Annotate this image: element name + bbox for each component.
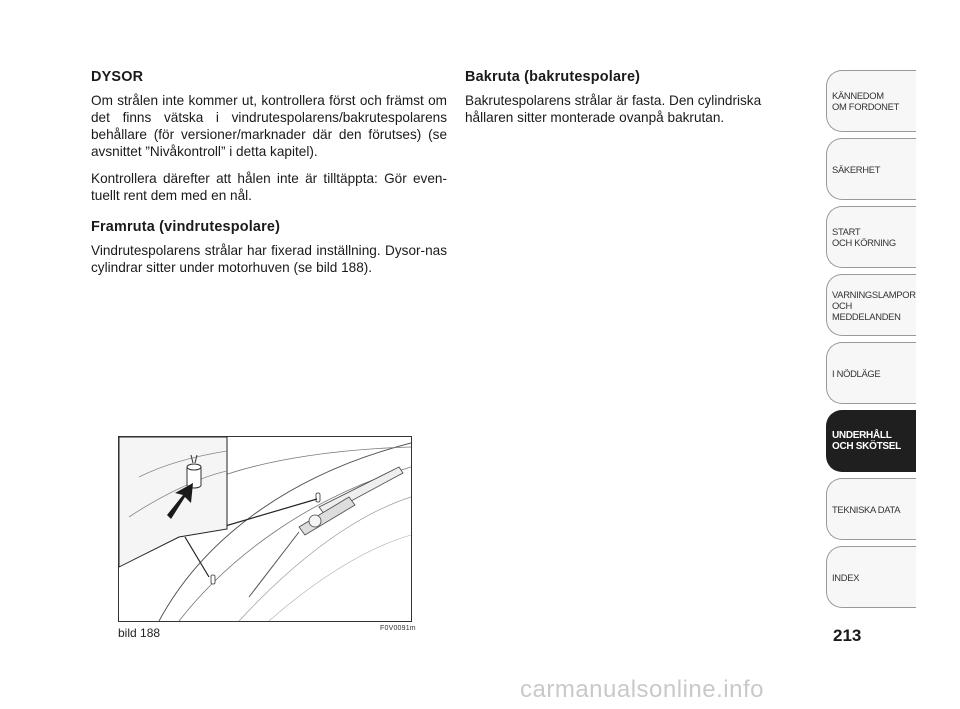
section-heading-framruta: Framruta (vindrutespolare)	[91, 219, 281, 235]
page-number: 213	[833, 626, 862, 645]
figure-code: F0V0091m	[380, 625, 416, 632]
tab-start-korning[interactable]: START OCH KÖRNING	[826, 206, 916, 268]
watermark: carmanualsonline.info	[520, 676, 764, 703]
paragraph: Vindrutespolarens strålar har fixerad inställning. Dysor-nas cylindrar sitter under motorhuven (se bild 188).	[91, 243, 447, 275]
figure-caption: bild 188	[118, 626, 161, 640]
tab-underhall-skotsel[interactable]: UNDERHÅLL OCH SKÖTSEL	[826, 410, 916, 472]
section-heading-bakruta: Bakruta (bakrutespolare)	[465, 69, 641, 85]
paragraph: Bakrutespolarens strålar är fasta. Den cylindriska hållaren sitter monterade ovanpå bakrutan.	[465, 93, 762, 125]
tab-kannedom[interactable]: KÄNNEDOM OM FORDONET	[826, 70, 916, 132]
left-column	[91, 68, 447, 286]
illustration-drawing	[119, 437, 411, 621]
tab-tekniska-data[interactable]: TEKNISKA DATA	[826, 478, 916, 540]
paragraph: Kontrollera därefter att hålen inte är tilltäppta: Gör even-tuellt rent dem med en nål.	[91, 171, 447, 203]
tab-i-nodlage[interactable]: I NÖDLÄGE	[826, 342, 916, 404]
tab-varningslampor[interactable]: VARNINGSLAMPOR OCH MEDDELANDEN	[826, 274, 916, 336]
washer-nozzle-illustration	[118, 436, 412, 622]
right-column	[465, 68, 801, 136]
section-heading-dysor: DYSOR	[91, 69, 144, 85]
tab-index[interactable]: INDEX	[826, 546, 916, 608]
tab-sakerhet[interactable]: SÄKERHET	[826, 138, 916, 200]
chapter-tabs	[826, 70, 916, 614]
paragraph: Om strålen inte kommer ut, kontrollera först och främst om det finns vätska i vindrutespolarens/bakrutespolarens behållare (för versioner/marknader där den förutses) (se avsnittet ”Nivåkontroll” i detta kapitel).	[91, 93, 447, 159]
